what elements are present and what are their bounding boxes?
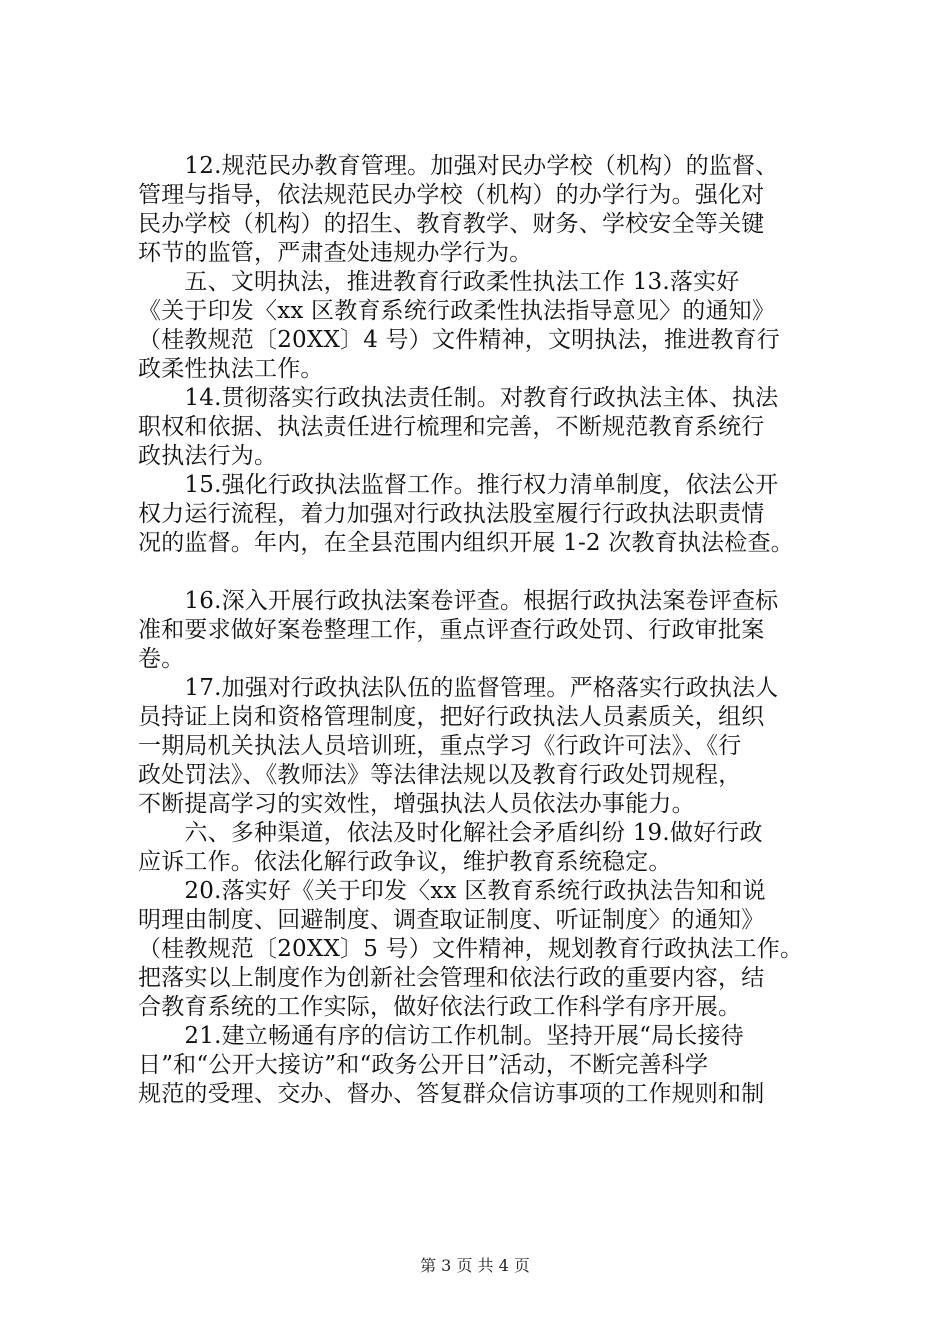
text-line: 16.深入开展行政执法案卷评查。根据行政执法案卷评查标	[138, 588, 779, 614]
document-body	[138, 152, 850, 1109]
text-line: 明理由制度、回避制度、调查取证制度、听证制度〉的通知》	[138, 907, 765, 933]
text-line: 合教育系统的工作实际，做好依法行政工作科学有序开展。	[138, 994, 742, 1020]
text-line: 把落实以上制度作为创新社会管理和依法行政的重要内容，结	[138, 965, 765, 991]
text-line: 政柔性执法工作。	[138, 356, 324, 382]
text-line: 民办学校（机构）的招生、教育教学、财务、学校安全等关键	[138, 211, 765, 237]
text-line: 一期局机关执法人员培训班，重点学习《行政许可法》、《行	[138, 733, 742, 759]
text-line: 五、文明执法，推进教育行政柔性执法工作 13.落实好	[138, 269, 740, 295]
text-line: （桂教规范〔20XX〕5 号）文件精神，规划教育行政执法工作。	[138, 936, 804, 962]
text-line: 政处罚法》、《教师法》等法律法规以及教育行政处罚规程，	[138, 762, 742, 788]
text-line: 卷。	[138, 646, 185, 672]
text-line: 21.建立畅通有序的信访工作机制。坚持开展“局长接待	[138, 1023, 744, 1049]
text-line: 不断提高学习的实效性，增强执法人员依法办事能力。	[138, 791, 695, 817]
text-line: 准和要求做好案卷整理工作，重点评查行政处罚、行政审批案	[138, 617, 765, 643]
text-line: 15.强化行政执法监督工作。推行权力清单制度，依法公开	[138, 472, 779, 498]
text-line: 规范的受理、交办、督办、答复群众信访事项的工作规则和制	[138, 1081, 765, 1107]
text-line: 六、多种渠道，依法及时化解社会矛盾纠纷 19.做好行政	[138, 820, 763, 846]
text-line: （桂教规范〔20XX〕4 号）文件精神，文明执法，推进教育行	[138, 327, 780, 353]
blank-line	[138, 558, 850, 587]
text-line: 管理与指导，依法规范民办学校（机构）的办学行为。强化对	[138, 182, 765, 208]
text-line: 14.贯彻落实行政执法责任制。对教育行政执法主体、执法	[138, 385, 779, 411]
text-line: 权力运行流程，着力加强对行政执法股室履行行政执法职责情	[138, 501, 765, 527]
text-line: 日”和“公开大接访”和“政务公开日”活动，不断完善科学	[138, 1052, 709, 1078]
text-line: 12.规范民办教育管理。加强对民办学校（机构）的监督、	[138, 153, 779, 179]
text-line: 20.落实好《关于印发〈xx 区教育系统行政执法告知和说	[138, 878, 766, 904]
text-line: 环节的监管，严肃查处违规办学行为。	[138, 240, 533, 266]
text-line: 17.加强对行政执法队伍的监督管理。严格落实行政执法人	[138, 675, 779, 701]
text-line: 《关于印发〈xx 区教育系统行政柔性执法指导意见〉的通知》	[138, 298, 776, 324]
text-line: 职权和依据、执法责任进行梳理和完善，不断规范教育系统行	[138, 414, 765, 440]
text-line: 应诉工作。依法化解行政争议，维护教育系统稳定。	[138, 849, 672, 875]
text-line: 政执法行为。	[138, 443, 278, 469]
text-line: 员持证上岗和资格管理制度，把好行政执法人员素质关，组织	[138, 704, 765, 730]
page-number-footer: 第 3 页 共 4 页	[420, 1256, 530, 1275]
text-line: 况的监督。年内，在全县范围内组织开展 1-2 次教育执法检查。	[138, 530, 794, 556]
